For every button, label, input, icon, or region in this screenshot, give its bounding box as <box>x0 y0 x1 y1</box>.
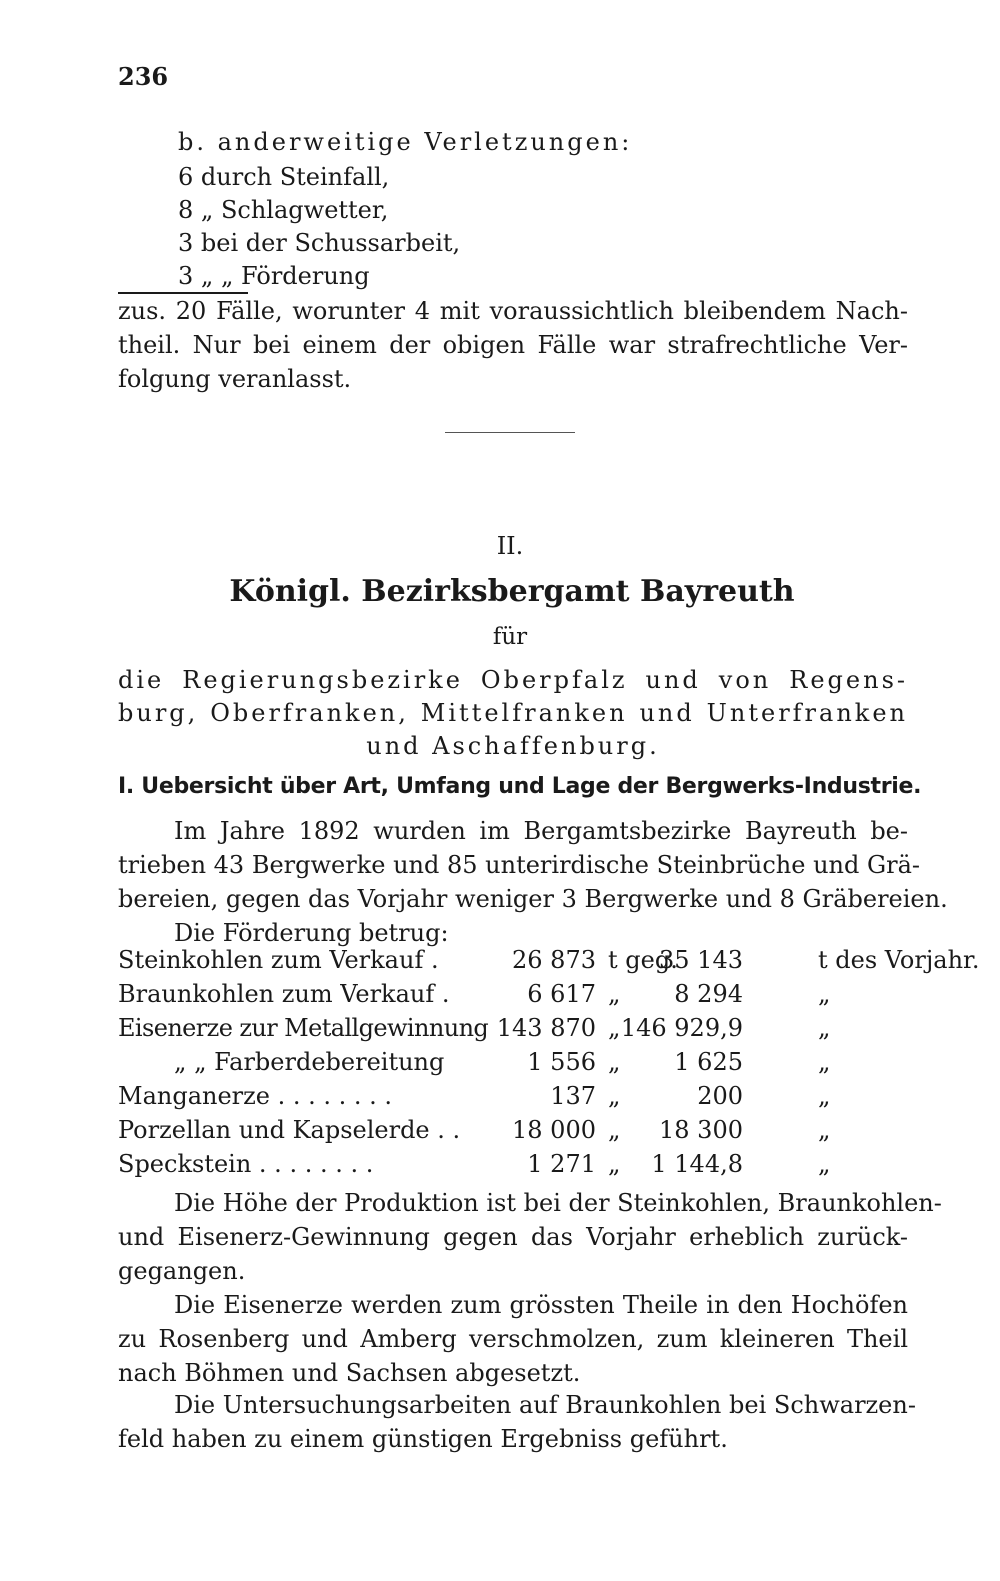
office-title: Königl. Bezirksbergamt Bayreuth <box>229 574 795 609</box>
unit-label: „ <box>818 1082 831 1110</box>
text-line: bereien, gegen das Vorjahr weniger 3 Bergwerke und 8 Gräbereien. <box>118 885 948 913</box>
text-line: zus. 20 Fälle, worunter 4 mit voraussichtlich bleibendem Nach- <box>118 297 908 325</box>
previous-value: 146 929,9 <box>620 1014 743 1042</box>
section-divider <box>445 432 575 433</box>
table-row <box>118 1048 918 1082</box>
text-line: folgung veranlasst. <box>118 365 352 393</box>
production-table <box>118 946 980 1184</box>
list-item: 3 „ „ Förderung <box>178 262 370 290</box>
exploration-paragraph <box>118 1388 916 1456</box>
roman-numeral: II. <box>496 532 524 560</box>
current-value: 143 870 <box>496 1014 596 1042</box>
text-line: gegangen. <box>118 1257 246 1285</box>
list-item: 8 „ Schlagwetter, <box>178 196 389 224</box>
text-line: Die Eisenerze werden zum grössten Theile in den Hochöfen <box>174 1291 908 1319</box>
list-item: 6 durch Steinfall, <box>178 163 390 191</box>
section-heading: I. Uebersicht über Art, Umfang und Lage der Bergwerks-Industrie. <box>118 774 922 799</box>
current-value: 1 271 <box>527 1150 596 1178</box>
previous-value: 1 144,8 <box>651 1150 743 1178</box>
current-value: 6 617 <box>527 980 596 1008</box>
iron-ore-paragraph <box>118 1288 908 1390</box>
current-value: 137 <box>550 1082 596 1110</box>
current-value: 26 873 <box>512 946 596 974</box>
list-item: 3 bei der Schussarbeit, <box>178 229 461 257</box>
table-row <box>118 1150 918 1184</box>
previous-value: 1 625 <box>674 1048 743 1076</box>
row-label: Steinkohlen zum Verkauf . <box>118 946 439 974</box>
unit-label: t des Vorjahr. <box>818 946 980 974</box>
intro-paragraph <box>118 814 948 950</box>
text-line: Die Förderung betrug: <box>174 919 449 947</box>
text-line: feld haben zu einem günstigen Ergebniss geführt. <box>118 1425 728 1453</box>
unit-label: „ <box>818 1150 831 1178</box>
row-label: Manganerze . . . . . . . . <box>118 1082 393 1110</box>
text-line: theil. Nur bei einem der obigen Fälle war strafrechtliche Ver- <box>118 331 908 359</box>
unit-label: „ <box>608 1082 621 1110</box>
text-line: Die Höhe der Produktion ist bei der Steinkohlen, Braunkohlen- <box>174 1189 942 1217</box>
text-line: Im Jahre 1892 wurden im Bergamtsbezirke Bayreuth be- <box>174 817 908 845</box>
text-line: Die Untersuchungsarbeiten auf Braunkohlen bei Schwarzen- <box>174 1391 916 1419</box>
unit-label: „ <box>608 980 621 1008</box>
previous-value: 8 294 <box>674 980 743 1008</box>
unit-label: „ <box>608 1014 621 1042</box>
previous-value: 18 300 <box>659 1116 743 1144</box>
production-paragraph <box>118 1186 942 1288</box>
unit-label: t geg. <box>608 946 678 974</box>
unit-label: „ <box>608 1048 621 1076</box>
table-row <box>118 1116 918 1150</box>
text-line: trieben 43 Bergwerke und 85 unterirdische Steinbrüche und Grä- <box>118 851 921 879</box>
text-line: die Regierungsbezirke Oberpfalz und von Regens- <box>118 666 908 694</box>
list-heading: b. anderweitige Verletzungen: <box>178 128 633 156</box>
row-label: Braunkohlen zum Verkauf . <box>118 980 450 1008</box>
text-line: nach Böhmen und Sachsen abgesetzt. <box>118 1359 581 1387</box>
unit-label: „ <box>818 980 831 1008</box>
table-row <box>118 1014 918 1048</box>
row-label: Speckstein . . . . . . . . <box>118 1150 374 1178</box>
table-row <box>118 980 918 1014</box>
table-row <box>118 1082 918 1116</box>
row-label: „ „ Farberdebereitung <box>174 1048 445 1076</box>
page-number: 236 <box>118 62 169 91</box>
region-subtitle <box>118 664 908 763</box>
unit-label: „ <box>818 1014 831 1042</box>
unit-label: „ <box>818 1048 831 1076</box>
fuer-label: für <box>492 624 528 650</box>
text-line: zu Rosenberg und Amberg verschmolzen, zum kleineren Theil <box>118 1325 908 1353</box>
unit-label: „ <box>608 1150 621 1178</box>
row-label: Porzellan und Kapselerde . . <box>118 1116 461 1144</box>
text-line: burg, Oberfranken, Mittelfranken und Unterfranken <box>118 699 908 727</box>
summary-paragraph <box>118 294 908 396</box>
table-row <box>118 946 980 980</box>
previous-value: 35 143 <box>659 946 743 974</box>
current-value: 18 000 <box>512 1116 596 1144</box>
text-line: und Eisenerz-Gewinnung gegen das Vorjahr erheblich zurück- <box>118 1223 908 1251</box>
current-value: 1 556 <box>527 1048 596 1076</box>
unit-label: „ <box>608 1116 621 1144</box>
text-line: und Aschaffenburg. <box>366 732 660 760</box>
row-label: Eisenerze zur Metallgewinnung <box>118 1014 489 1042</box>
unit-label: „ <box>818 1116 831 1144</box>
previous-value: 200 <box>697 1082 743 1110</box>
